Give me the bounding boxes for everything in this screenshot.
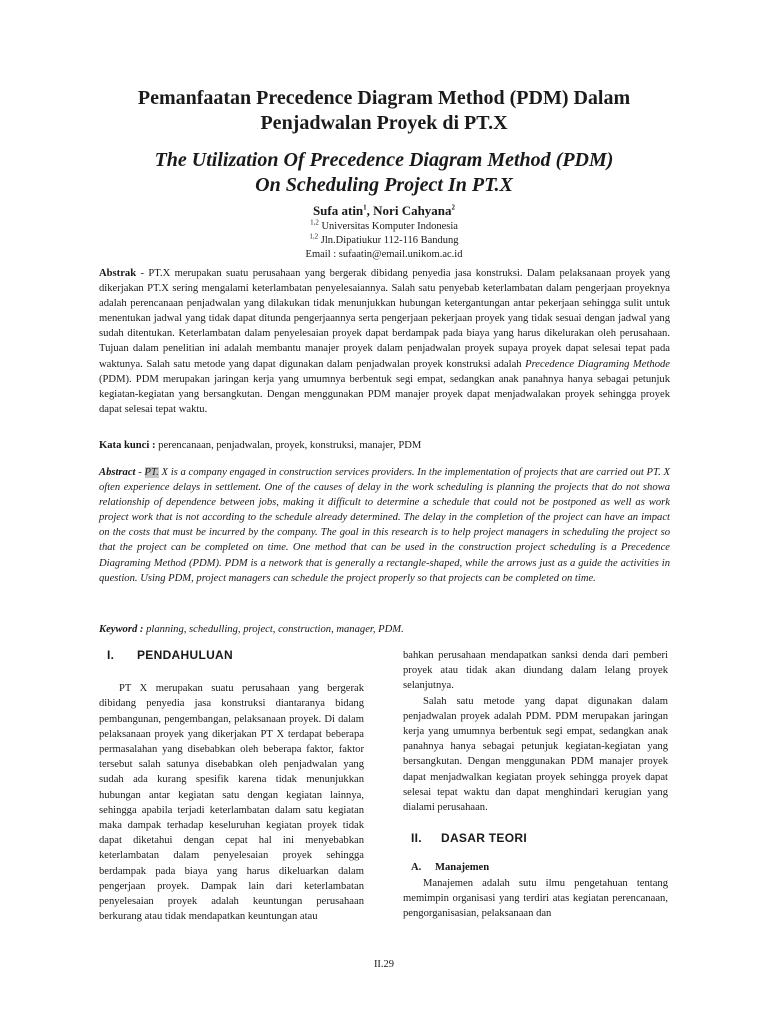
kata-kunci-text: perencanaan, penjadwalan, proyek, konstruksi, manajer, PDM xyxy=(155,440,422,451)
abstrak-label: Abstrak xyxy=(99,268,137,279)
author-email: Email : sufaatin@email.unikom.ac.id xyxy=(305,249,463,260)
section-2-title: DASAR TEORI xyxy=(441,831,527,846)
subsection-a-number: A. xyxy=(411,862,422,874)
title-en-line-1: The Utilization Of Precedence Diagram Method (PDM) xyxy=(154,149,614,171)
author-2-sup: 2 xyxy=(451,203,456,212)
paper-title xyxy=(80,86,688,136)
affiliation-address xyxy=(80,234,688,247)
address-text: Jln.Dipatiukur 112-116 Bandung xyxy=(318,235,459,246)
continued-paragraph: bahkan perusahaan mendapatkan sanksi denda dari pemberi proyek atau tidak akan diundang dalam lelang proyek selanjutnya. xyxy=(403,650,668,692)
section-1-heading xyxy=(99,648,364,663)
abstract-en-label: Abstract xyxy=(99,467,136,478)
title-line-1: Pemanfaatan Precedence Diagram Method (PDM) Dalam xyxy=(137,87,631,109)
section-2-heading xyxy=(403,831,668,846)
author-2: Nori Cahyana xyxy=(373,203,452,218)
abstrak-text: - PT.X merupakan suatu perusahaan yang bergerak dibidang penyedia jasa konstruksi. Dalam pelaksanaan proyek yang dikerjakan PT.X sering mengalami keterlambatan penyelesaiannya. Salah satu penyebab keterlambatan dalam pengerjaan proyeknya adalah perencanaan penjadwalan yang dilakukan tidak menunjukkan hubungan ketergantungan antar pekerjaan sehingga sulit untuk menentukan jadwal yang tidak dapat ditunda pengerjaannya serta pengerjaan pekerjaan proyek yang tidak sesuai dengan jadwal yang sudah ditentukan. Keterlambatan dalam penyelesaian proyek dapat berdampak pada biaya yang harus dikelurakan oleh perusahaan. Tujuan dalam penelitian ini adalah membantu manajer proyek dalam penjadwalan proyek supaya proyek dapat selesai tepat pada waktunya. Salah satu metode yang dapat digunakan dalam penjadwalan proyek konstruksi adalah xyxy=(99,268,670,370)
paper-title-english xyxy=(80,148,688,198)
affiliation-university xyxy=(80,220,688,233)
abstract-en-text: X is a company engaged in construction services providers. In the implementation of projects that are carried out PT. X often experience delays in settlement. One of the causes of delay in the work scheduling is planning the projects that do not showa relationship of dependence between jobs, making it difficult to determine a schedule that could not be postponed as well as work project work that is not according to the schedule already determined. The delay in the completion of the project can have an impact on the costs that must be incurred by the company. The goal in this research is to help project managers in scheduling the project so that the project can be completed on time. One method that can be used in the construction project scheduling is a Precedence Diagraming Method (PDM). PDM is a network that is generally a rectangle-shaped, while the arrows just as a guide the activities in question. Using PDM, project managers can schedule the project properly so that projects can be completed on time. xyxy=(99,467,670,584)
kata-kunci xyxy=(99,438,670,453)
university-name: Universitas Komputer Indonesia xyxy=(318,221,458,232)
keyword-en-label: Keyword : xyxy=(99,624,144,635)
section-1-paragraph-1: PT X merupakan suatu perusahaan yang bergerak dibidang penyedia jasa konstruksi diantaranya bidang pembangunan, pengembangan, pelaksanaan proyek. Di dalam pelaksanaan proyek yang dikerjakan PT X terdapat beberapa permasalahan yang disebabkan oleh beberapa faktor, faktor tersebut salah satunya disebabkan oleh penjadwalan yang sudah ada kurang spesifik karena tidak menunjukkan hubungan antar kegiatan satu dengan kegiatan lainnya, sehingga apabila terjadi keterlambatan dalam satu kegiatan maka dampak terhadap keseluruhan kegiatan proyek tidak dapat diketahui dengan cepat hal ini menyebabkan keterlambatan dalam penyelesaian proyek sehingga berdampak pada biaya yang harus dikeluarkan dalam pengerjaan proyek. Dampak lain dari keterlambatan penyelesaian proyek adalah keuntungan perusahaan berkurang atau tidak mendapatkan keuntungan atau xyxy=(99,683,364,923)
abstract-english-paragraph xyxy=(99,465,670,586)
manajemen-paragraph: Manajemen adalah sutu ilmu pengetahuan tentang memimpin organisasi yang terdiri atas kegiatan perencanaan, pengorganisasian, pelaksanaan dan xyxy=(403,877,668,920)
affiliation-sup-a: 1,2 xyxy=(310,218,319,227)
subsection-a-title: Manajemen xyxy=(435,862,490,874)
abstract-en-dash: - xyxy=(135,467,145,478)
author-1: Sufa atin xyxy=(312,203,364,218)
subsection-a-heading xyxy=(403,860,668,875)
kata-kunci-label: Kata kunci : xyxy=(99,440,156,451)
section-2-number: II. xyxy=(411,831,422,846)
pdm-paragraph: Salah satu metode yang dapat digunakan dalam penjadwalan proyek adalah PDM. PDM merupakan jaringan kerja yang umumnya berbentuk segi empat, sedangkan anak panahnya hanya sebagai petunjuk kegiatan-kegiatan yang bersangkutan. Dengan menggunakan PDM manajer proyek dapat menjadwalkan kegiatan proyek sehingga proyek dapat selesai tepat waktu dan dapat menghindari kerugian yang dialami perusahaan. xyxy=(403,695,668,814)
affiliation-sup-b: 1,2 xyxy=(309,232,319,241)
author-list xyxy=(80,203,688,219)
abstrak-italic-term: Precedence Diagraming Methode xyxy=(525,358,670,370)
author-1-sup: 1 xyxy=(363,203,367,212)
title-en-line-2: On Scheduling Project In PT.X xyxy=(255,174,513,196)
author-separator: , xyxy=(366,203,374,218)
section-1-title: PENDAHULUAN xyxy=(137,648,233,662)
section-1-number: I. xyxy=(107,648,115,662)
abstract-en-highlight: PT. xyxy=(144,467,159,478)
abstrak-paragraph xyxy=(99,266,670,417)
keyword-en-text: planning, schedulling, project, construction, manager, PDM. xyxy=(143,624,404,635)
abstrak-text-2: (PDM). PDM merupakan jaringan kerja yang umumnya berbentuk segi empat, sedangkan anak panahnya hanya sebagai petunjuk kegiatan-kegiatan yang bersangkutan. Dengan menggunakan PDM manajer proyek dapat menjadwalakan proyek sehingga proyek dapat selesai tepat waktu. xyxy=(99,373,670,415)
keyword-english xyxy=(99,622,670,637)
page-number: II.29 xyxy=(373,959,395,970)
left-column xyxy=(99,648,364,924)
title-line-2: Penjadwalan Proyek di PT.X xyxy=(260,112,508,134)
right-column xyxy=(403,648,668,921)
